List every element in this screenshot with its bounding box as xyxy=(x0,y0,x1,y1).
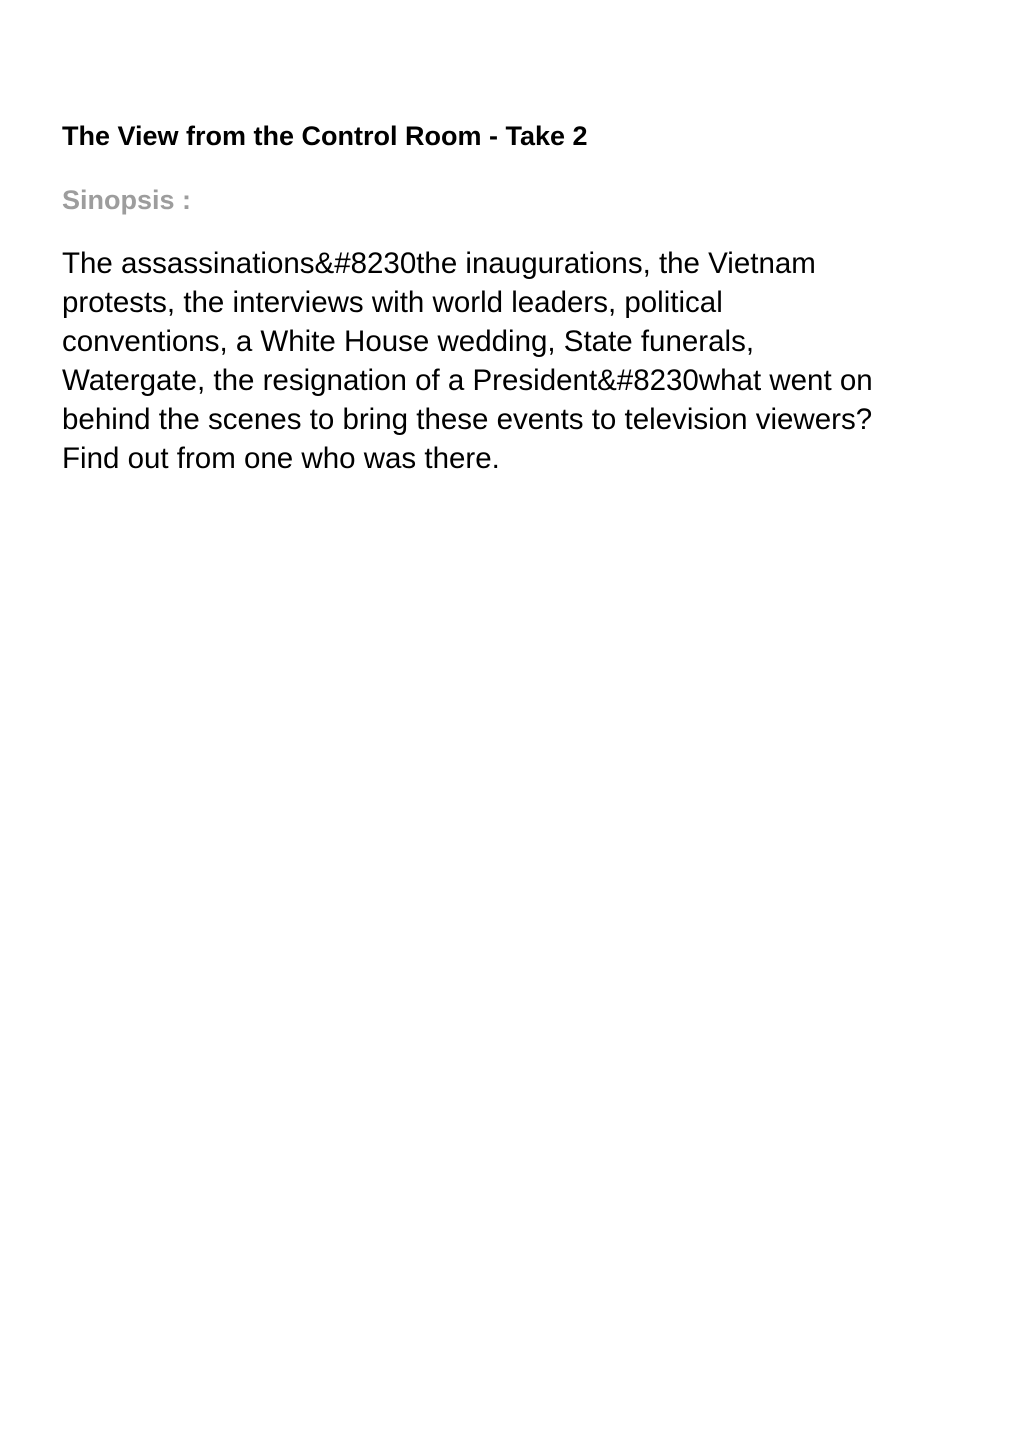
synopsis-line: Watergate, the resignation of a President&#8230what went on xyxy=(62,364,873,397)
synopsis-line: Find out from one who was there. xyxy=(62,442,500,475)
synopsis-heading: Sinopsis : xyxy=(62,185,192,215)
synopsis-line: conventions, a White House wedding, State funerals, xyxy=(62,325,755,358)
synopsis-line: The assassinations&#8230the inaugurations, the Vietnam xyxy=(62,247,816,280)
document-title: The View from the Control Room - Take 2 xyxy=(62,121,588,151)
synopsis-line: behind the scenes to bring these events to television viewers? xyxy=(62,403,873,436)
synopsis-line: protests, the interviews with world leaders, political xyxy=(62,286,723,319)
synopsis-text xyxy=(62,244,962,478)
